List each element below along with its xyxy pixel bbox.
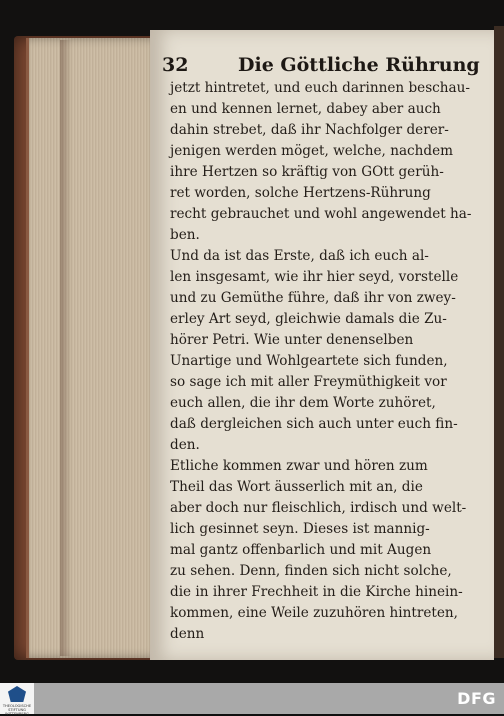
institution-logo[interactable] (0, 683, 34, 714)
text-line: die in ihrer Frechheit in die Kirche hinein- (170, 584, 463, 600)
page-right-edge (494, 26, 504, 658)
text-line: Theil das Wort äusserlich mit an, die (170, 479, 423, 495)
text-line: euch allen, die ihr dem Worte zuhöret, (170, 395, 436, 411)
text-line: Und da ist das Erste, daß ich euch al- (170, 248, 429, 264)
text-line: denn (170, 626, 205, 642)
page-header (162, 52, 482, 78)
text-line: hörer Petri. Wie unter denenselben (170, 332, 414, 348)
text-line: erley Art seyd, gleichwie damals die Zu- (170, 311, 447, 327)
text-line: len insgesamt, wie ihr hier seyd, vorstelle (170, 269, 459, 285)
text-line: und zu Gemüthe führe, daß ihr von zwey- (170, 290, 456, 306)
text-line: den. (170, 437, 200, 453)
text-line: aber doch nur fleischlich, irdisch und welt- (170, 500, 467, 516)
running-head: Die Göttliche Rührung (238, 54, 480, 76)
footer-bar (0, 683, 504, 714)
text-line: recht gebrauchet und wohl angewendet ha- (170, 206, 472, 222)
page-number: 32 (162, 54, 189, 76)
text-line: dahin strebet, daß ihr Nachfolger derer- (170, 122, 449, 138)
text-line: lich gesinnet seyn. Dieses ist mannig- (170, 521, 430, 537)
text-line: so sage ich mit aller Freymüthigkeit vor (170, 374, 447, 390)
page-edges (26, 38, 163, 658)
edge-shadow (60, 40, 72, 656)
text-line: en und kennen lernet, dabey aber auch (170, 101, 441, 117)
dfg-logo[interactable]: DFG (457, 689, 496, 708)
institution-name: THEOLOGISCHE STIFTUNG WITTENBERG (2, 704, 32, 716)
text-line: daß dergleichen sich auch unter euch fin- (170, 416, 458, 432)
text-line: ben. (170, 227, 200, 243)
text-line: Unartige und Wohlgeartete sich funden, (170, 353, 448, 369)
text-line: jetzt hintretet, und euch darinnen beschau- (170, 80, 470, 96)
seal-icon (8, 686, 26, 702)
text-line: zu sehen. Denn, finden sich nicht solche, (170, 563, 452, 579)
text-line: kommen, eine Weile zuzuhören hintreten, (170, 605, 458, 621)
text-line: jenigen werden möget, welche, nachdem (170, 143, 454, 159)
page-text (170, 78, 478, 645)
text-line: Etliche kommen zwar und hören zum (170, 458, 428, 474)
text-line: ihre Hertzen so kräftig von GOtt gerüh- (170, 164, 444, 180)
text-line: mal gantz offenbarlich und mit Augen (170, 542, 432, 558)
text-line: ret worden, solche Hertzens-Rührung (170, 185, 431, 201)
